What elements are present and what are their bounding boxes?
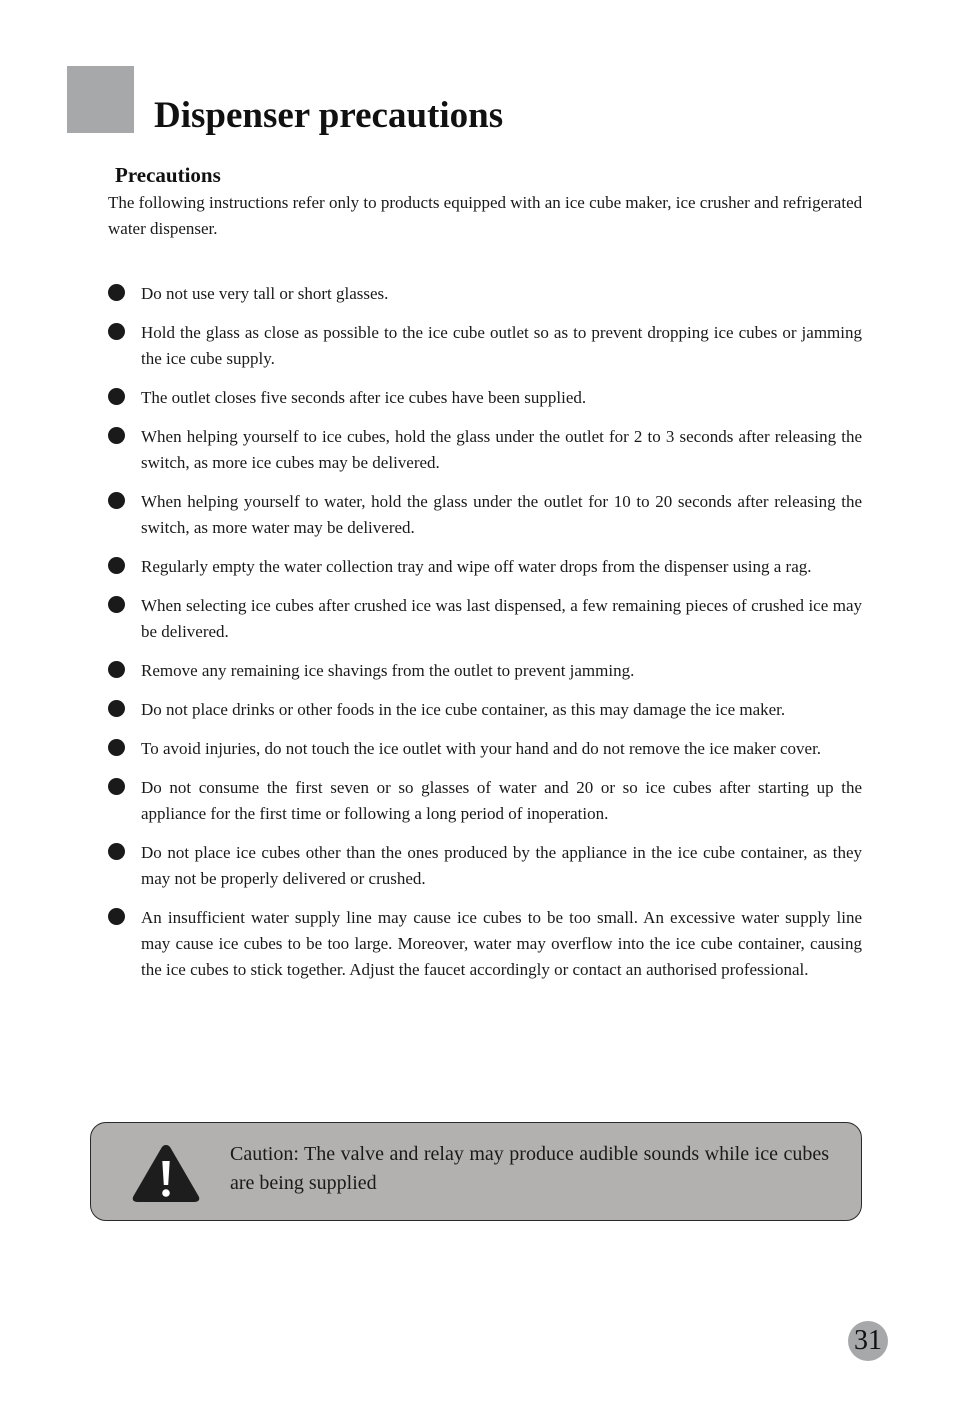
precaution-item bbox=[108, 658, 862, 684]
bullet-icon bbox=[108, 908, 125, 925]
precaution-text: An insufficient water supply line may cause ice cubes to be too small. An excessive water supply line may cause ice cubes to be too large. Moreover, water may overflow into the ice cube container, causing the ice cubes to stick together. Adjust the faucet accordingly or contact an authorised professional. bbox=[141, 908, 862, 979]
precaution-item bbox=[108, 593, 862, 645]
precaution-text: When selecting ice cubes after crushed ice was last dispensed, a few remaining pieces of crushed ice may be delivered. bbox=[141, 596, 862, 641]
bullet-icon bbox=[108, 284, 125, 301]
page-title: Dispenser precautions bbox=[154, 95, 504, 136]
precaution-item bbox=[108, 489, 862, 541]
precaution-text: Do not consume the first seven or so glasses of water and 20 or so ice cubes after starting up the appliance for the first time or following a long period of inoperation. bbox=[141, 778, 862, 823]
warning-triangle-icon bbox=[131, 1143, 201, 1203]
precaution-item bbox=[108, 554, 862, 580]
bullet-icon bbox=[108, 596, 125, 613]
precaution-item bbox=[108, 840, 862, 892]
precaution-item bbox=[108, 905, 862, 983]
bullet-icon bbox=[108, 427, 125, 444]
caution-box bbox=[90, 1122, 862, 1221]
precaution-text: Regularly empty the water collection tray and wipe off water drops from the dispenser using a rag. bbox=[141, 557, 812, 576]
precaution-text: Do not place drinks or other foods in the ice cube container, as this may damage the ice maker. bbox=[141, 700, 786, 719]
page-number: 31 bbox=[848, 1321, 888, 1361]
precautions-list bbox=[108, 281, 868, 996]
title-accent-block bbox=[67, 66, 134, 133]
caution-text: Caution: The valve and relay may produce audible sounds while ice cubes are being supplied bbox=[230, 1143, 829, 1194]
bullet-icon bbox=[108, 739, 125, 756]
bullet-icon bbox=[108, 778, 125, 795]
precaution-item bbox=[108, 775, 862, 827]
intro-paragraph: The following instructions refer only to products equipped with an ice cube maker, ice crusher and refrigerated water dispenser. bbox=[108, 193, 863, 238]
precaution-text: The outlet closes five seconds after ice cubes have been supplied. bbox=[141, 388, 587, 407]
precaution-item bbox=[108, 424, 862, 476]
precaution-item bbox=[108, 281, 862, 307]
bullet-icon bbox=[108, 557, 125, 574]
precaution-item bbox=[108, 385, 862, 411]
precaution-text: To avoid injuries, do not touch the ice outlet with your hand and do not remove the ice maker cover. bbox=[141, 739, 822, 758]
bullet-icon bbox=[108, 661, 125, 678]
bullet-icon bbox=[108, 323, 125, 340]
bullet-icon bbox=[108, 388, 125, 405]
precaution-text: When helping yourself to water, hold the glass under the outlet for 10 to 20 seconds after releasing the switch, as more water may be delivered. bbox=[141, 492, 862, 537]
precaution-item bbox=[108, 736, 862, 762]
section-heading: Precautions bbox=[115, 163, 221, 187]
precaution-text: Do not use very tall or short glasses. bbox=[141, 284, 389, 303]
precaution-text: Hold the glass as close as possible to the ice cube outlet so as to prevent dropping ice cubes or jamming the ice cube supply. bbox=[141, 323, 862, 368]
bullet-icon bbox=[108, 700, 125, 717]
precaution-item bbox=[108, 320, 862, 372]
bullet-icon bbox=[108, 492, 125, 509]
bullet-icon bbox=[108, 843, 125, 860]
precaution-text: When helping yourself to ice cubes, hold the glass under the outlet for 2 to 3 seconds after releasing the switch, as more ice cubes may be delivered. bbox=[141, 427, 862, 472]
precaution-item bbox=[108, 697, 862, 723]
precaution-text: Remove any remaining ice shavings from the outlet to prevent jamming. bbox=[141, 661, 635, 680]
precaution-text: Do not place ice cubes other than the ones produced by the appliance in the ice cube container, as they may not be properly delivered or crushed. bbox=[141, 843, 862, 888]
